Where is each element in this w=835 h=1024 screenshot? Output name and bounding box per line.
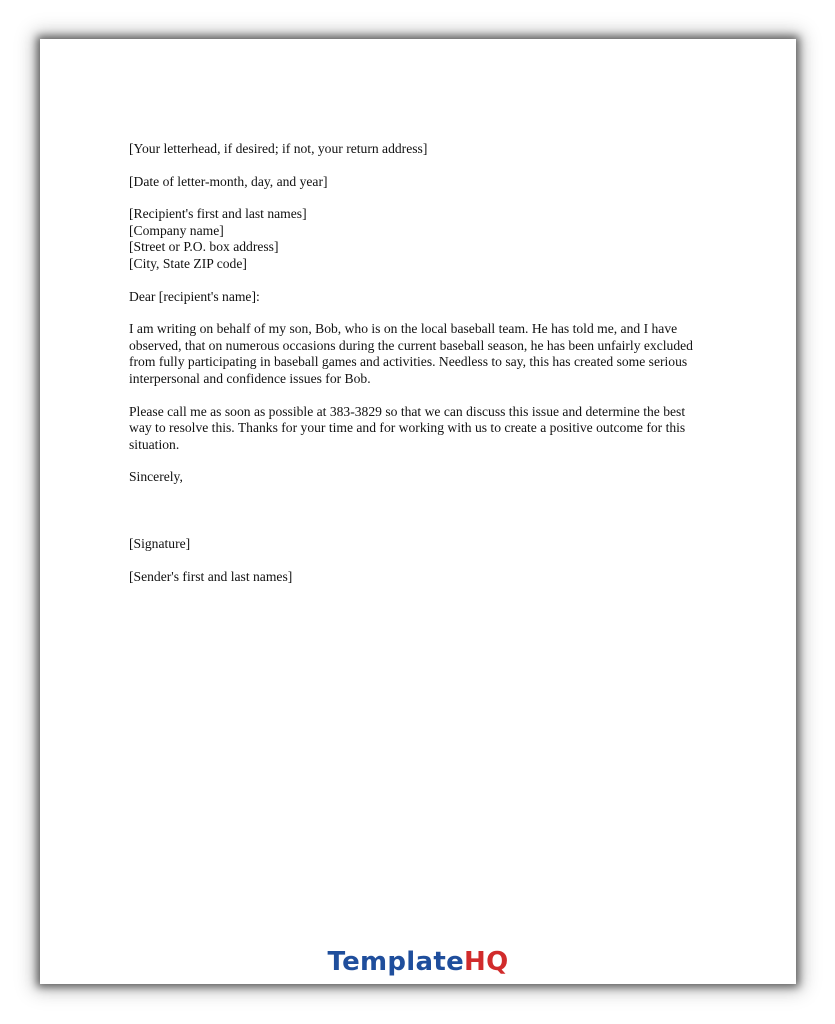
body-paragraph-1: I am writing on behalf of my son, Bob, who is on the local baseball team. He has told me, and I have observed, that on numerous occasions during the current baseball season, he has been unfairly excluded from fully participating in baseball games and activities. Needless to say, this has created some serious interpersonal and confidence issues for Bob. <box>129 321 693 386</box>
recipient-street: [Street or P.O. box address] <box>129 239 279 255</box>
recipient-city: [City, State ZIP code] <box>129 255 247 271</box>
letter-date: [Date of letter-month, day, and year] <box>129 173 328 189</box>
signature-placeholder: [Signature] <box>129 535 191 551</box>
recipient-address <box>129 206 709 272</box>
recipient-name: [Recipient's first and last names] <box>129 206 307 222</box>
closing: Sincerely, <box>129 469 183 485</box>
letter-body <box>129 141 709 601</box>
body-paragraph-2: Please call me as soon as possible at 383-3829 so that we can discuss this issue and determine the best way to resolve this. Thanks for your time and for working with us to create a positive outcome for this situation. <box>129 403 686 452</box>
logo-text-hq: HQ <box>464 947 509 977</box>
letter-page <box>40 39 796 984</box>
logo-text-template: Template <box>327 947 465 977</box>
letterhead: [Your letterhead, if desired; if not, your return address] <box>129 141 428 156</box>
recipient-company: [Company name] <box>129 222 224 238</box>
sender-name: [Sender's first and last names] <box>129 568 293 584</box>
templatehq-logo <box>40 947 796 977</box>
salutation: Dear [recipient's name]: <box>129 288 260 304</box>
